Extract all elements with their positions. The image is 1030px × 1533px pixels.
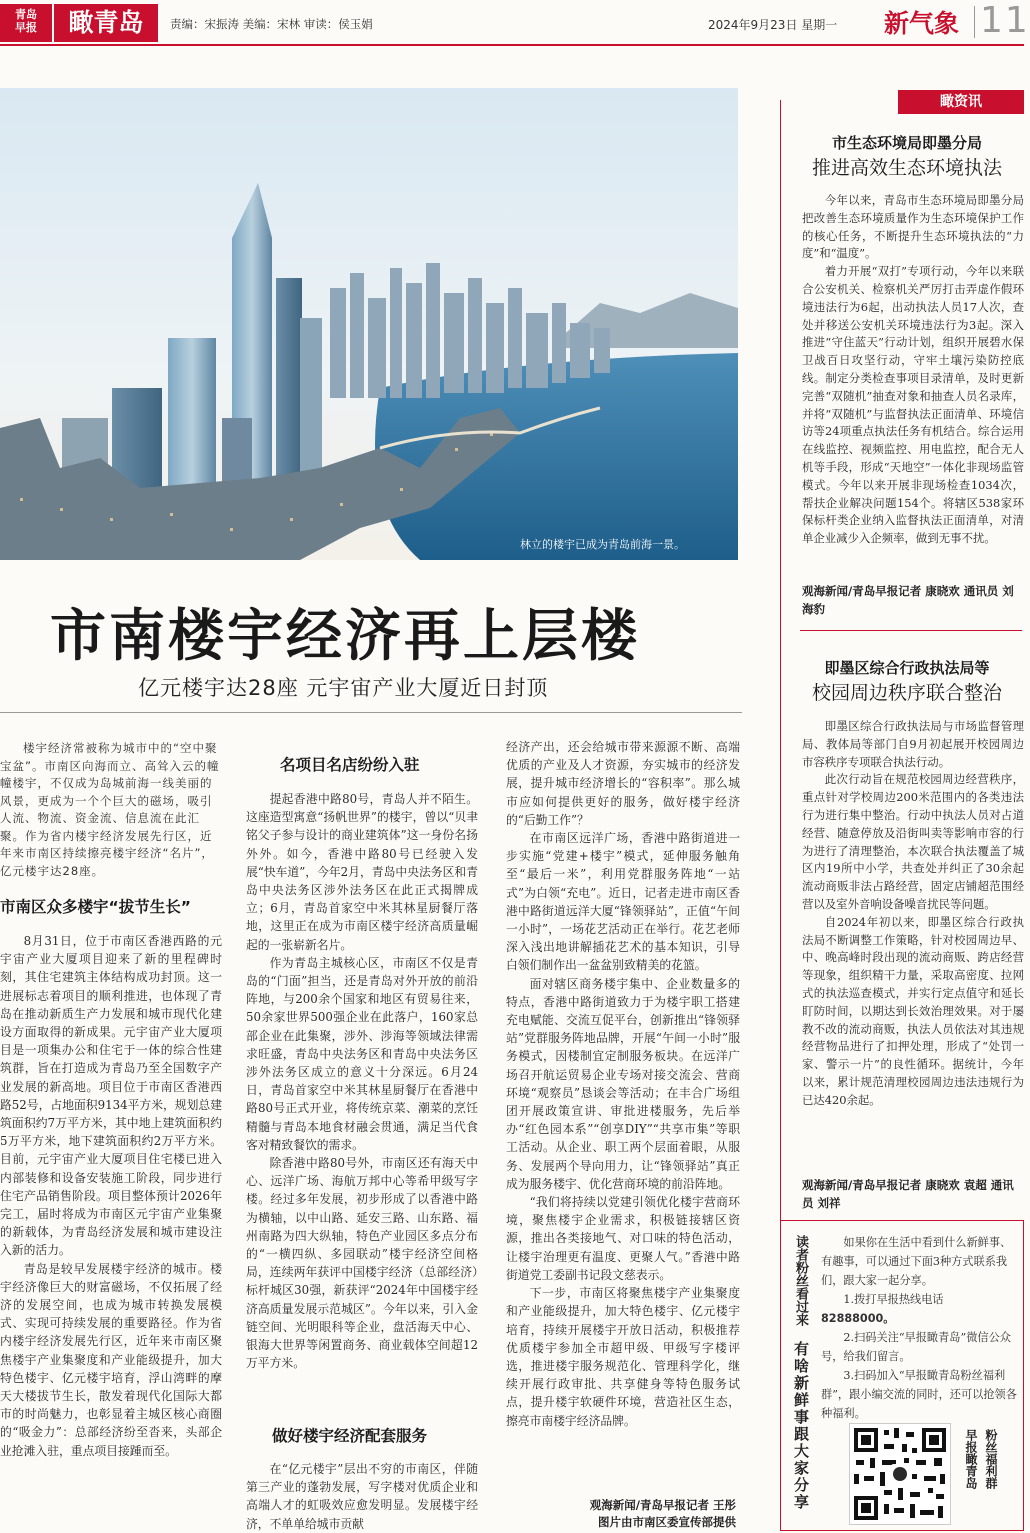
newspaper-logo: 青岛 早报 [0, 4, 52, 42]
main-byline-reporter: 观海新闻/青岛早报记者 王彤 [589, 1498, 736, 1512]
page-number: 11 [980, 0, 1030, 41]
qr-label-2: 粉丝福利群 [984, 1429, 998, 1489]
col2-subtitle-2: 做好楼宇经济配套服务 [272, 1427, 428, 1445]
city-skyline-illustration [0, 88, 738, 560]
page-section-title: 新气象 [884, 9, 960, 38]
qr-label-1: 早报瞰青岛 [964, 1429, 978, 1489]
col2-subtitle-1: 名项目名店纷纷入驻 [280, 756, 420, 774]
reader-label-a: 读者粉丝看过来 [793, 1235, 808, 1326]
main-headline: 市南楼宇经济再上层楼 [50, 604, 640, 669]
sidebar-article1-body: 今年以来，青岛市生态环境局即墨分局把改善生态环境质量作为生态环境保护工作的核心任务，不断提升生态环境执法的“力度”和“温度”。 着力开展“双打”专项行动，今年以来联合公安机关、检察机关严厉打击弄虚作假环境违法行为6起，出动执法人员17人次，查处并移送公安机关环境违法行为3起。深入推进“守住蓝天”行动计划，组织开展碧水保卫战百日攻坚行动，守牢土壤污染防控底线。制定分类检查事项目录清单，及时更新完善“双随机”抽查对象和抽查人员名录库，并将“双随机”与监督执法正面清单、环境信访等24项重点执法任务有机结合。综合运用在线监控、视频监控、用电监控，配合无人机等手段，形成“天地空”一体化非现场监管模式。今年以来开展非现场检查1034次，帮扶企业解决问题154个。将辖区538家环保标杆类企业纳入监督执法正面清单，对清单企业减少入企频率，做到无事不扰。 [802, 193, 1024, 546]
lead-paragraph: 楼宇经济常被称为城市中的“空中聚宝盆”。市南区向海而立、高耸入云的幢幢楼宇，不仅成为岛城前海一线美丽的风景，更成为一个个巨大的磁场，吸引人流、物流、资金流、信息流在此汇聚。作为省内楼宇经济发展先行区，近年来市南区持续擦亮楼宇经济“名片”，亿元楼宇达28座。 [0, 741, 220, 878]
col3-body: 经济产出，还会给城市带来源源不断、高端优质的产业及人才资源，夯实城市的经济发展，提升城市经济增长的“容积率”。那么城市应如何提供更好的服务，做好楼宇经济的“后勤工作”？ 在市南区远洋广场，香港中路街道进一步实施“党建+楼宇”模式，延伸服务触角至“最后一米”，利用党群服务阵地“一站式”为白领“充电”。近日，记者走进市南区香港中路街道远洋大厦“锋领驿站”，正值“午间一小时”，一场花艺活动正在举行。花艺老师深入浅出地讲解插花艺术的基本知识，引导白领们制作出一盆盆别致精美的花篮。 面对辖区商务楼宇集中、企业数量多的特点，香港中路街道致力于为楼宇职工搭建充电赋能、交流互促平台，创新推出“锋领驿站”党群服务阵地品牌，开展“午间一小时”服务模式，因楼制宜定制服务板块。在远洋广场召开航运贸易企业专场对接交流会、营商环境“观察员”恳谈会等活动；在丰合广场组团开展政策宣讲、审批进楼服务，先后举办“红色园本系”“创享DIY”“共享市集”等职工活动。从企业、职工两个层面着眼，从服务、发展两个导向用力，让“锋领驿站”真正成为服务楼宇、优化营商环境的前沿阵地。 “我们将持续以党建引领优化楼宇营商环境，聚焦楼宇企业需求，积极链接辖区资源，推出各类接地气、对口味的特色活动，让楼宇治理更有温度、更聚人气。”香港中路街道党工委副书记段文慈表示。 下一步，市南区将聚焦楼宇产业集聚度和产业能级提升，加大特色楼宇、亿元楼宇培育，持续开展楼宇开放日活动，积极推荐优质楼宇参加全市超甲级、甲级写字楼评选，推进楼宇服务规范化、管理科学化，继续开展行政审批、共享健身等特色服务试点，提升楼宇软硬件环境，营造社区生态，擦亮市南楼宇经济品牌。 [506, 740, 740, 1428]
headline-rule [0, 712, 742, 713]
col1-body: 8月31日，位于市南区香港西路的元宇宙产业大厦项目迎来了新的里程碑时刻，其住宅建筑主体结构成功封顶。这一进展标志着项目的顺利推进，也体现了青岛在推动新质生产力发展和城市现代化建设方面取得的新成果。元宇宙产业大厦项目是一项集办公和住宅于一体的综合性建筑群，旨在打造成为青岛乃至全国数字产业发展的新高地。项目位于市南区香港西路52号，占地面积9134平方米，规划总建筑面积约7万平方米，其中地上建筑面积约5万平方米，地下建筑面积约2万平方米。目前，元宇宙产业大厦项目住宅楼已进入内部装修和设备安装施工阶段，同步进行住宅产品销售阶段。项目整体预计2026年完工，届时将成为市南区元宇宙产业集聚的新载体，为青岛经济发展和城市建设注入新的活力。 青岛是较早发展楼宇经济的城市。楼宇经济像巨大的财富磁场，不仅拓展了经济的发展空间，也成为城市转换发展模式、实现可持续发展的重要路径。作为省内楼宇经济发展先行区，近年来市南区聚焦楼宇产业集聚度和产业能级提升，加大特色楼宇、亿元楼宇培育，浮山湾畔的摩天大楼拔节生长，散发着现代化国际大都市的时尚魅力，也彰显着主城区核心商圈的“吸金力”：总部经济纷至沓来，头部企业抢滩入驻，重点项目接踵而至。 [0, 934, 222, 1458]
hotline-number: 82888000。 [821, 1312, 895, 1325]
section-name: 瞰青岛 [54, 4, 158, 42]
editor-credits: 责编：宋振涛 美编：宋林 审读：侯玉娟 [170, 17, 373, 31]
reader-instructions: 如果你在生活中看到什么新鲜事、有趣事，可以通过下面3种方式联系我们，跟大家一起分享。 1.拨打早报热线电话 82888000。 2.扫码关注“早报瞰青岛”微信公众号，给我们留言。 3.扫码加入“早报瞰青岛粉丝福利群”，跟小编交流的同时，还可以抢领各种福利。 [821, 1233, 1019, 1423]
page-header [0, 0, 1030, 44]
sidebar-divider [800, 630, 1022, 631]
sidebar-article2-title: 即墨区综合行政执法局等 校园周边秩序联合整治 [811, 659, 1002, 704]
skyline-photo [0, 88, 738, 560]
header-divider [974, 6, 975, 38]
reader-contact-box [780, 1220, 1024, 1531]
photo-caption: 林立的楼宇已成为青岛前海一景。 [520, 538, 685, 551]
sidebar-article1-byline: 观海新闻/青岛早报记者 康晓欢 通讯员 刘海豹 [802, 584, 1014, 616]
main-subheadline: 亿元楼宇达28座 元宇宙产业大厦近日封顶 [138, 676, 549, 700]
qr-code-icon [850, 1424, 950, 1524]
col2-body-1: 提起香港中路80号，青岛人并不陌生。这座造型寓意“扬帆世界”的楼宇，曾以“贝聿铭父子参与设计的商业建筑体”这一身份名扬外外。如今，香港中路80号已经驶入发展“快车道”，今年2月，青岛中央法务区和青岛中央法务区涉外法务区在此正式揭牌成立；6月，青岛首家空中米其林星厨餐厅落地，这里正在成为市南区楼宇经济高质量崛起的一张崭新名片。 作为青岛主城核心区，市南区不仅是青岛的“门面”担当，还是青岛对外开放的前沿阵地，与200余个国家和地区有贸易往来，50余家世界500强企业在此落户，160家总部企业在此集聚，涉外、涉海等领域法律需求旺盛，青岛中央法务区和青岛中央法务区涉外法务区成立的意义十分深远。6月24日，青岛首家空中米其林星厨餐厅在香港中路80号正式开业，将传统京菜、潮菜的烹饪精髓与青岛本地食材融会贯通，满足当代食客对精致餐饮的需求。 除香港中路80号外，市南区还有海天中心、远洋广场、海航万邦中心等希甲级写字楼。经过多年发展，初步形成了以香港中路为横轴，以中山路、延安三路、山东路、福州南路为四大纵轴，特色产业园区多点分布的“一横四纵、多园联动”楼宇经济空间格局，连续两年获评中国楼宇经济（总部经济）标杆城区30强，新获评“2024年中国楼宇经济高质量发展示范城区”。今年以来，引入金链空间、光明眼科等企业，盘活海天中心、银海大世界等闲置商务、商业载体空间超12万平方米。 [246, 792, 478, 1371]
main-byline-photo: 图片由市南区委宣传部提供 [598, 1515, 736, 1529]
reader-label-b: 有啥新鲜事跟大家分享 [792, 1341, 810, 1511]
sidebar-article2-byline: 观海新闻/青岛早报记者 康晓欢 袁超 通讯员 刘祥 [802, 1178, 1014, 1210]
col2-body-2: 在“亿元楼宇”层出不穷的市南区，伴随第三产业的蓬勃发展，写字楼对优质企业和高端人才的虹吸效应愈发明显。发展楼宇经济，不单单给城市贡献 [246, 1462, 478, 1531]
header-rule [0, 44, 1024, 46]
sidebar-article1-title: 市生态环境局即墨分局 推进高效生态环境执法 [811, 134, 1002, 179]
issue-date: 2024年9月23日 星期一 [708, 18, 838, 32]
sidebar-article2-body: 即墨区综合行政执法局与市场监督管理局、教体局等部门自9月初起展开校园周边市容秩序专项联合执法行动。 此次行动旨在规范校园周边经营秩序，重点针对学校周边200米范围内的各类违法行为进行集中整治。行动中执法人员对占道经营、随意停放及沿街叫卖等影响市容的行为进行了清理整治，本次联合执法覆盖了城区内19所中小学，共查处并纠正了30余起流动商贩非法占路经营，固定店铺超范围经营以及室外音响设备噪音扰民等问题。 自2024年初以来，即墨区综合行政执法局不断调整工作策略，针对校园周边早、中、晚高峰时段出现的流动商贩、跨店经营等现象，组织精干力量，采取高密度、拉网式的执法巡查模式，并实行定点值守和延长盯防时间，以期达到长效治理效果。对于屡教不改的流动商贩，执法人员依法对其违规经营物品进行了扣押处理，形成了“处罚一家、警示一片”的良性循环。据统计，今年以来，累计规范清理校园周边违法违规行为已达420余起。 [802, 719, 1024, 1107]
col1-subtitle: 市南区众多楼宇“拔节生长” [0, 898, 191, 916]
sidebar-border [780, 100, 781, 1220]
sidebar-tag: 瞰资讯 [898, 90, 1024, 114]
qr-code[interactable] [849, 1423, 951, 1525]
